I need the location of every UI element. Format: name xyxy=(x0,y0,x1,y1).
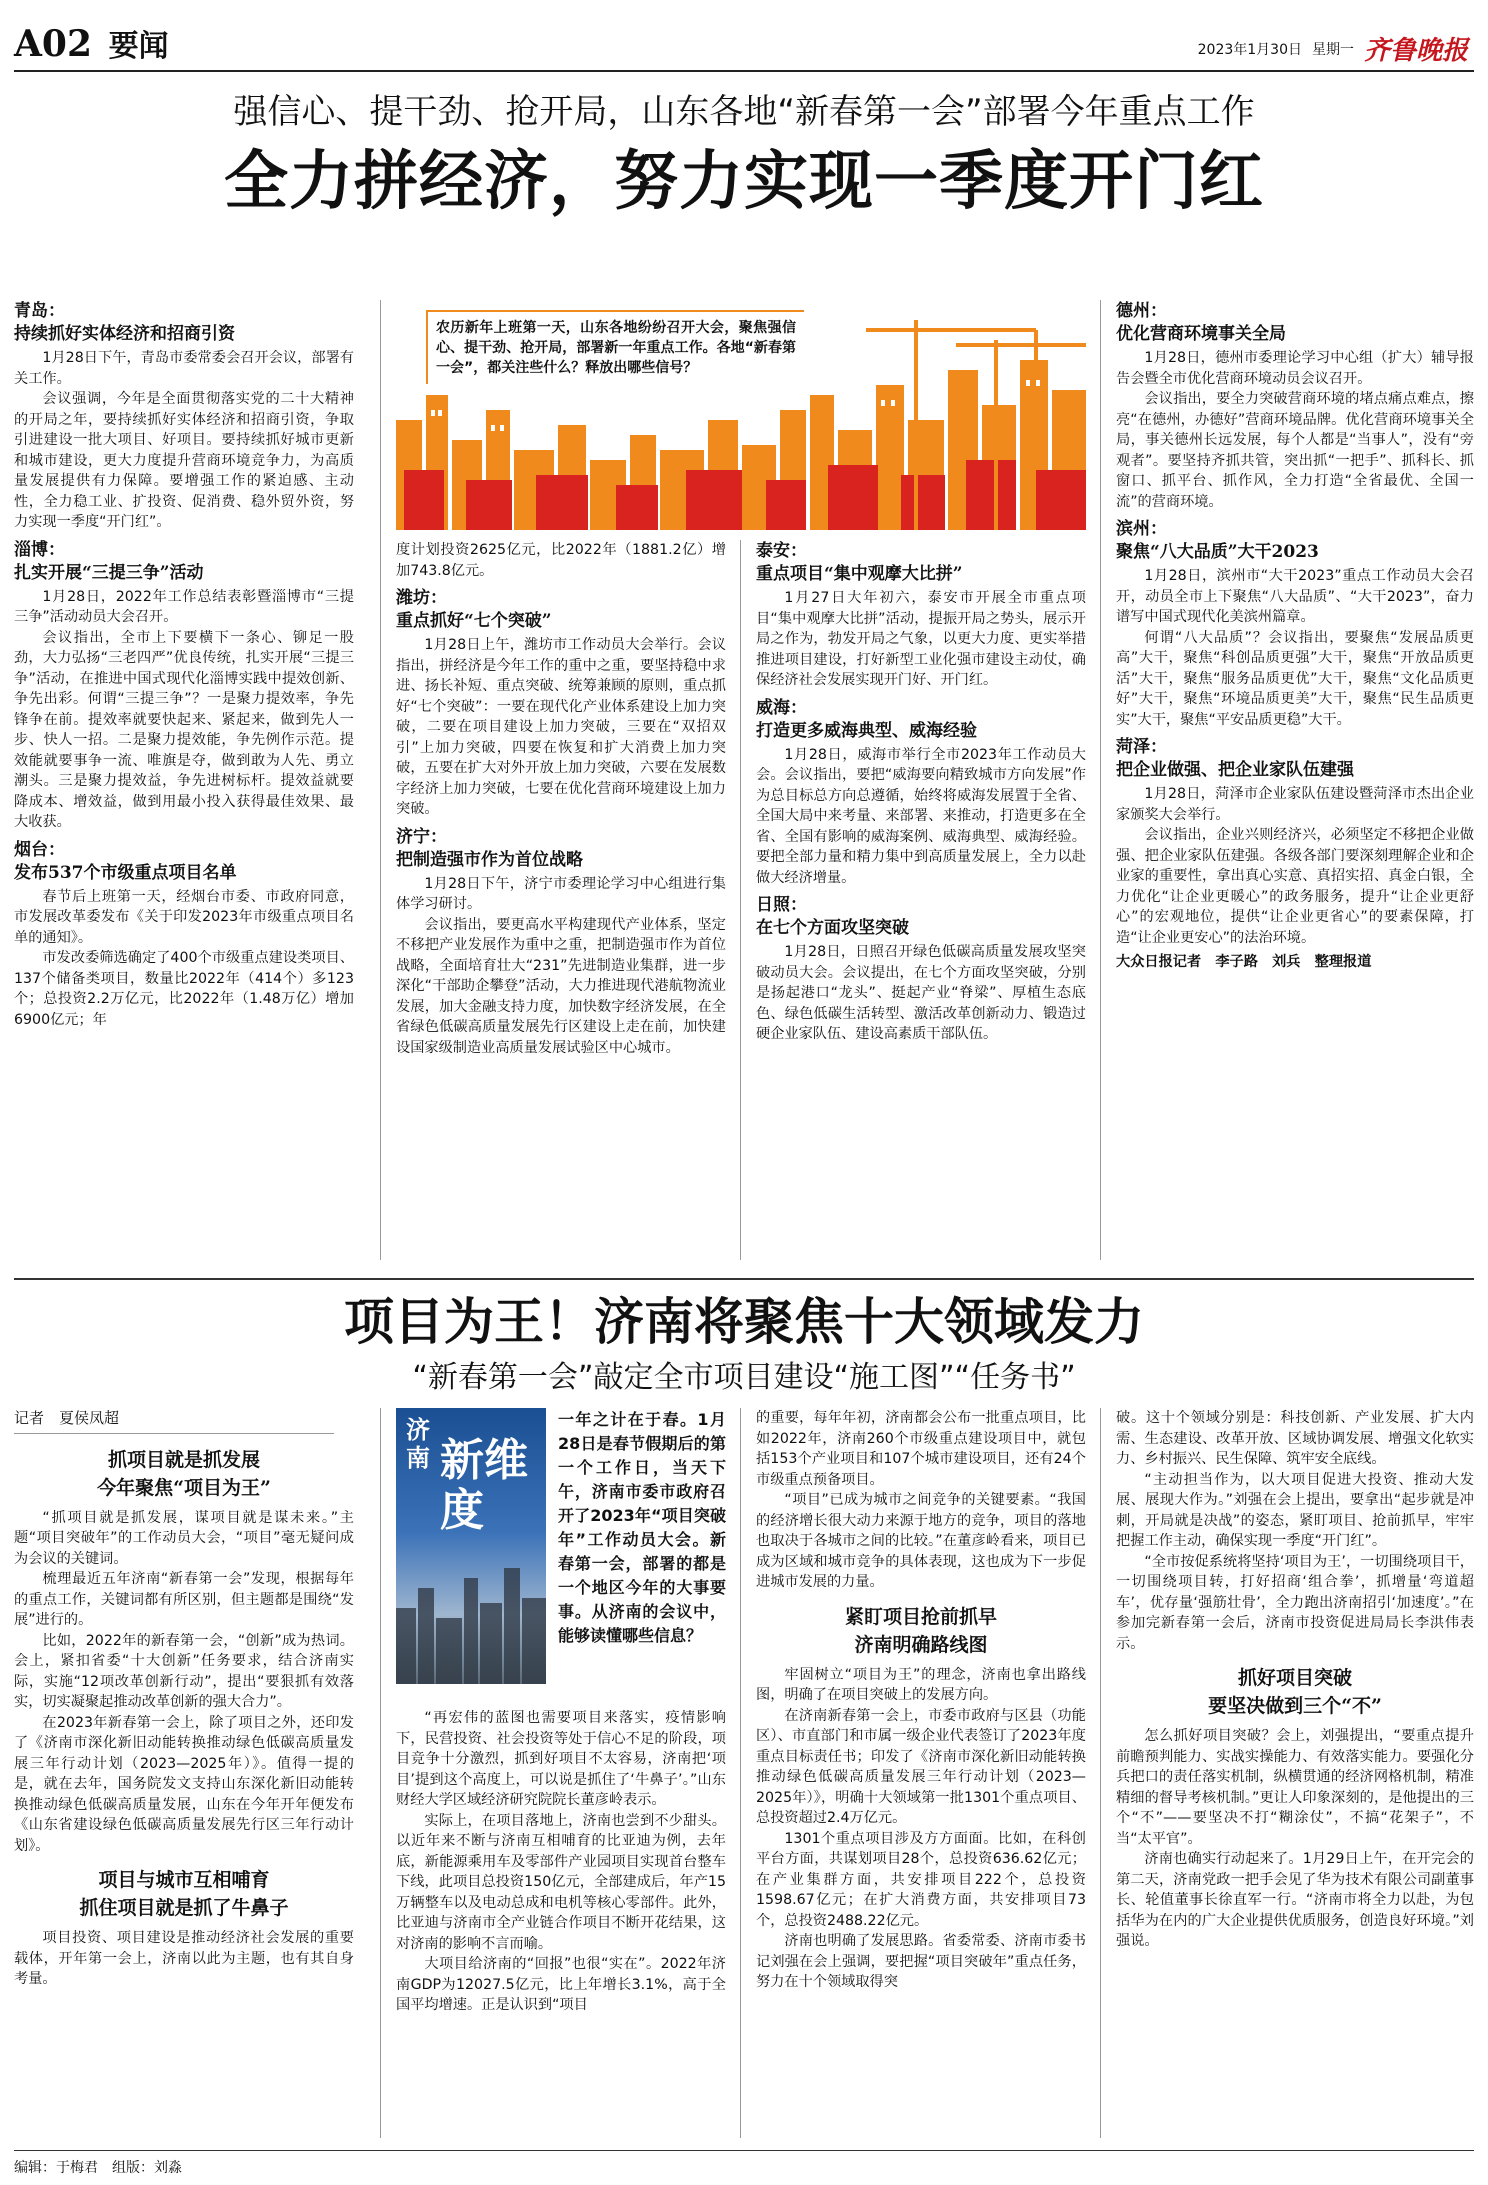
city-label: 滨州： xyxy=(1116,519,1167,539)
city-label: 泰安： xyxy=(756,541,807,561)
section-title: 抓好项目突破 要坚决做到三个“不” xyxy=(1208,1667,1382,1717)
story2-intro: 一年之计在于春。1月28日是春节假期后的第一个工作日，当天下午，济南市委市政府召开了2023年“项目突破年”工作动员大会。新春第一会，部署的都是一个地区今年的大事要事。从济南的会议中，能够读懂哪些信息？ xyxy=(558,1410,726,1645)
block-weihai xyxy=(756,697,1086,889)
issue-weekday: 星期一 xyxy=(1311,41,1354,58)
story2-col-b xyxy=(396,1408,726,2143)
column-badge xyxy=(396,1408,546,1684)
paragraph: “项目”已成为城市之间竞争的关键要素。“我国的经济增长很大动力来源于地方的竞争，项目的落地也取决于各城市之间的比较。”在董彦岭看来，项目已成为区域和城市竞争的具体表现，这也成为下一步促进城市发展的力量。 xyxy=(756,1492,1086,1590)
story2-subhead: “新春第一会”敲定全市项目建设“施工图”“任务书” xyxy=(412,1360,1076,1395)
paragraph: 何谓“八大品质”？会议指出，要聚焦“发展品质更高”大干，聚焦“科创品质更强”大干，聚焦“开放品质更活”大干，聚焦“服务品质更优”大干，聚焦“文化品质更好”大干，聚焦“环境品质更美”大干，聚焦“民生品质更实”大干，聚焦“平安品质更稳”大干。 xyxy=(1116,629,1474,728)
paragraph: 1月28日，德州市委理论学习中心组（扩大）辅导报告会暨全市优化营商环境动员会议召开。 xyxy=(1116,350,1474,387)
paragraph: 1301个重点项目涉及方方面面。比如，在科创平台方面，共谋划项目28个，总投资636.62亿元；在产业集群方面，共安排项目222个，总投资1598.67亿元；在扩大消费方面，共安排项目73个，总投资2488.22亿元。 xyxy=(756,1830,1086,1929)
block-title: 重点抓好“七个突破” xyxy=(396,611,552,631)
paragraph: 破。这十个领域分别是：科技创新、产业发展、扩大内需、生态建设、改革开放、区域协调发展、增强文化软实力、乡村振兴、民生保障、筑牢安全底线。 xyxy=(1116,1410,1474,1467)
block-heze xyxy=(1116,736,1474,948)
paragraph: 济南也明确了发展思路。省委常委、济南市委书记刘强在会上强调，要把握“项目突破年”重点任务，努力在十个领域取得突 xyxy=(756,1933,1086,1990)
paragraph: 度计划投资2625亿元，比2022年（1881.2亿）增加743.8亿元。 xyxy=(396,542,726,579)
paragraph: 会议强调，今年是全面贯彻落实党的二十大精神的开局之年，要持续抓好实体经济和招商引资，争取引进建设一批大项目、好项目。要持续抓好城市更新和城市建设，更大力度提升营商环境竞争力，为高质量发展提供有力保障。要增强工作的紧迫感、主动性，全力稳工业、扩投资、促消费、稳外贸外资，努力实现一季度“开门红”。 xyxy=(14,391,354,530)
page-number: A02 xyxy=(14,23,93,65)
block-title: 把企业做强、把企业家队伍建强 xyxy=(1116,760,1354,780)
paragraph: 在2023年新春第一会上，除了项目之外，还印发了《济南市深化新旧动能转换推动绿色低碳高质量发展三年行动计划（2023—2025年）》。值得一提的是，就在去年，国务院发文支持山东深化新旧动能转换推动绿色低碳高质量发展，山东在今年开年便发布《山东省建设绿色低碳高质量发展先行区三年行动计划》。 xyxy=(14,1714,354,1854)
story2-headline: 项目为王！济南将聚焦十大领域发力 xyxy=(344,1292,1144,1351)
block-title: 优化营商环境事关全局 xyxy=(1116,324,1286,344)
reporter-byline: 记者 夏侯凤超 xyxy=(14,1408,334,1434)
block-title: 聚焦“八大品质”大干2023 xyxy=(1116,542,1319,562)
footer-rule xyxy=(14,2150,1474,2151)
page-code xyxy=(14,22,169,69)
story1-col-3 xyxy=(756,540,1086,1270)
story2-col-a xyxy=(14,1408,354,2143)
paragraph: 会议指出，全市上下要横下一条心、铆足一股劲，大力弘扬“三老四严”优良传统，扎实开展“三提三争”活动，在推进中国式现代化淄博实践中提效创新、争先出彩。何谓“三提三争”？一是聚力提效率，争先锋争在前。提效率就要快起来、紧起来，做到先人一步、快人一招。二是聚力提效能，争先例作示范。提效能就要事争一流、唯旗是夺，做到敢为人先、勇立潮头。三是聚力提效益，争先进树标杆。提效益就要降成本、增效益，做到用最小投入获得最佳效果、最大收获。 xyxy=(14,629,354,830)
block-dezhou xyxy=(1116,300,1474,512)
block-jining xyxy=(396,826,726,1059)
paragraph: 怎么抓好项目突破？会上，刘强提出，“要重点提升前瞻预判能力、实战实操能力、有效落实能力。要强化分兵把口的责任落实机制，纵横贯通的经济网格机制，精准精细的督导考核机制。”更让人印象深刻的，是他提出的三个“不”——要坚决不打“糊涂仗”，不搞“花架子”，不当“太平官”。 xyxy=(1116,1728,1474,1847)
story1-byline: 大众日报记者 李子路 刘兵 整理报道 xyxy=(1116,954,1372,970)
block-qingdao xyxy=(14,300,354,533)
paragraph: 济南也确实行动起来了。1月29日上午，在开完会的第二天，济南党政一把手会见了华为技术有限公司副董事长、轮值董事长徐直军一行。“济南市将全力以赴，为包括华为在内的广大企业提供优质服务，创造良好环境。”刘强说。 xyxy=(1116,1851,1474,1949)
block-title: 重点项目“集中观摩大比拼” xyxy=(756,564,963,584)
paragraph: 梳理最近五年济南“新春第一会”发现，根据每年的重点工作，关键词都有所区别，但主题都是围绕“发展”进行的。 xyxy=(14,1571,354,1628)
section-name: 要闻 xyxy=(108,29,169,64)
city-label: 淄博： xyxy=(14,539,65,560)
badge-title: 新维度 xyxy=(440,1435,528,1536)
story2-col-b-body xyxy=(396,1708,726,2016)
paragraph: 会议指出，要全力突破营商环境的堵点痛点难点，擦亮“在德州，办德好”营商环境品牌。优化营商环境事关全局，事关德州长远发展，每个人都是“当事人”，没有“旁观者”。要坚持齐抓共管，突出抓“一把手”、抓科长、抓窗口、抓平台、抓作风，全力打造“全省最优、全国一流”的营商环境。 xyxy=(1116,391,1474,510)
column-rule xyxy=(380,1408,381,2138)
city-label: 菏泽： xyxy=(1116,737,1167,757)
story1-col-2 xyxy=(396,540,726,1270)
header-date-block xyxy=(1198,30,1468,67)
block-yantai xyxy=(14,839,354,1031)
paragraph: 1月28日下午，济宁市委理论学习中心组进行集体学习研讨。 xyxy=(396,875,726,912)
paragraph: 实际上，在项目落地上，济南也尝到不少甜头。以近年来不断与济南互相哺育的比亚迪为例，去年底，新能源乘用车及零部件产业园项目实现首台整车下线，此项目总投资150亿元，全部建成后，年产15万辆整车以及电动总成和电机等核心零部件。此外，比亚迪与济南市全产业链合作项目不断开花结果，这对济南的影响不言而喻。 xyxy=(396,1812,726,1952)
column-rule xyxy=(1100,1408,1101,2138)
story1-lead-graphic xyxy=(396,300,1086,530)
paragraph: 市发改委筛选确定了400个市级重点建设类项目、137个储备类项目，数量比2022年（414个）多123个；总投资2.2万亿元，比2022年（1.48万亿）增加6900亿元；年 xyxy=(14,950,354,1028)
block-title: 发布537个市级重点项目名单 xyxy=(14,862,237,883)
story2-col-d xyxy=(1116,1408,1474,2143)
column-rule xyxy=(380,300,381,1260)
section-title: 紧盯项目抢前抓早 济南明确路线图 xyxy=(844,1605,997,1656)
paragraph: 在济南新春第一会上，市委市政府与区县（功能区）、市直部门和市属一级企业代表签订了2023年度重点目标责任书；印发了《济南市深化新旧动能转换推动绿色低碳高质量发展三年行动计划（2023—2025年）》，明确十大领域第一批1301个重点项目、总投资超过2.4万亿元。 xyxy=(756,1707,1086,1826)
paragraph: 1月28日，滨州市“大干2023”重点工作动员大会召开，动员全市上下聚焦“八大品质”、“大干2023”，奋力谱写中国式现代化美滨州篇章。 xyxy=(1116,568,1474,625)
badge-city: 济南 xyxy=(406,1416,430,1472)
block-title: 打造更多威海典型、威海经验 xyxy=(756,720,977,741)
paragraph: 1月28日，威海市举行全市2023年工作动员大会。会议指出，要把“威海要向精致城市方向发展”作为总目标总方向总遵循，始终将威海发展置于全省、全国大局中来考量、来部署、来推动，打造更多在全省、全国有影响的威海案例、威海典型、威海经验。要把全部力量和精力集中到高质量发展上，全力以赴做大经济增量。 xyxy=(756,746,1086,886)
story2-col-c xyxy=(756,1408,1086,2143)
paragraph: “全市按促系统将坚持‘项目为王’，一切围绕项目干，一切围绕项目转，打好招商‘组合拳’，抓增量‘弯道超车’，优存量‘强筋壮骨’，全力跑出济南招引‘加速度’。”在参加完新春第一会后，济南市投资促进局局长李洪伟表示。 xyxy=(1116,1553,1474,1652)
block-title: 把制造强市作为首位战略 xyxy=(396,849,583,870)
city-label: 烟台： xyxy=(14,839,65,860)
city-label: 青岛： xyxy=(14,301,65,321)
story1-col-4 xyxy=(1116,300,1474,1270)
column-rule xyxy=(740,540,741,1260)
paragraph: 1月28日下午，青岛市委常委会召开会议，部署有关工作。 xyxy=(14,350,354,387)
paragraph: 大项目给济南的“回报”也很“实在”。2022年济南GDP为12027.5亿元，比上年增长3.1%，高于全国平均增速。正是认识到“项目 xyxy=(396,1956,726,2013)
block-title: 扎实开展“三提三争”活动 xyxy=(14,562,204,583)
story1-lead: 农历新年上班第一天，山东各地纷纷召开大会，聚焦强信心、提干劲、抢开局，部署新一年重点工作。各地“新春第一会”，都关注些什么？释放出哪些信号？ xyxy=(436,320,796,376)
block-title: 持续抓好实体经济和招商引资 xyxy=(14,324,235,344)
block-binzhou xyxy=(1116,518,1474,730)
city-label: 德州： xyxy=(1116,301,1167,321)
paragraph: 牢固树立“项目为王”的理念，济南也拿出路线图，明确了在项目突破上的发展方向。 xyxy=(756,1666,1086,1703)
section-title: 项目与城市互相哺育 抓住项目就是抓了牛鼻子 xyxy=(79,1869,289,1919)
lead-text-box xyxy=(426,310,804,384)
paragraph: 会议指出，要更高水平构建现代产业体系，坚定不移把产业发展作为重中之重，把制造强市作为首位战略，全面培育壮大“231”先进制造业集群，进一步深化“干部助企攀登”活动，大力推进现代港航物流业发展，加大金融支持力度，加快数字经济发展，在全省绿色低碳高质量发展先行区建设上走在前，加快建设国家级制造业高质量发展试验区中心城市。 xyxy=(396,916,726,1056)
block-rizhao xyxy=(756,894,1086,1045)
paragraph: 比如，2022年的新春第一会，“创新”成为热词。会上，紧扣省委“十大创新”任务要求，结合济南实际，实施“12项改革创新行动”，提出“要狠抓有效落实，切实凝聚起推动改革创新的强大合力”。 xyxy=(14,1632,354,1710)
paper-logo: 齐鲁晚报 xyxy=(1363,36,1468,66)
paragraph: “主动担当作为，以大项目促进大投资、推动大发展、展现大作为。”刘强在会上提出，要拿出“起步就是冲刺，开局就是决战”的姿态，紧盯项目、抢前抓早，牢牢把握工作主动，确保实现一季度“开门红”。 xyxy=(1116,1471,1474,1549)
issue-date: 2023年1月30日 xyxy=(1197,41,1302,58)
paragraph: 1月28日，菏泽市企业家队伍建设暨菏泽市杰出企业家颁奖大会举行。 xyxy=(1116,786,1474,823)
column-rule xyxy=(740,1408,741,2138)
paragraph: 会议指出，企业兴则经济兴，必须坚定不移把企业做强、把企业家队伍建强。各级各部门要深刻理解企业和企业家的重要性，拿出真心实意、真招实招、真金白银，全力优化“让企业更暖心”的政务服务，提升“让企业更舒心”的宏观地位，提供“让企业更省心”的要素保障，打造“让企业更安心”的法治环境。 xyxy=(1116,827,1474,946)
block-zibo xyxy=(14,539,354,833)
story-divider xyxy=(14,1278,1474,1280)
paragraph: “抓项目就是抓发展，谋项目就是谋未来。”主题“项目突破年”的工作动员大会，“项目”毫无疑问成为会议的关键词。 xyxy=(14,1509,354,1567)
column-rule xyxy=(1100,300,1101,1260)
paragraph: 项目投资、项目建设是推动经济社会发展的重要载体，开年第一会上，济南以此为主题，也有其自身考量。 xyxy=(14,1930,354,1987)
city-label: 潍坊： xyxy=(396,588,447,608)
section-title: 抓项目就是抓发展 今年聚焦“项目为王” xyxy=(97,1448,271,1499)
block-taian xyxy=(756,540,1086,691)
block-title: 在七个方面攻坚突破 xyxy=(756,918,909,938)
story1-col-1 xyxy=(14,300,354,1270)
paragraph: 1月28日上午，潍坊市工作动员大会举行。会议指出，拼经济是今年工作的重中之重，要坚持稳中求进、扬长补短、重点突破、统筹兼顾的原则，重点抓好“七个突破”：一要在现代化产业体系建设上加力突破，二要在项目建设上加力突破，三要在“双招双引”上加力突破，四要在恢复和扩大消费上加力突破，五要在扩大对外开放上加力突破，六要在发展数字经济上加力突破，七要在优化营商环境建设上加力突破。 xyxy=(396,637,726,817)
paragraph: “再宏伟的蓝图也需要项目来落实，疫情影响下，民营投资、社会投资等处于信心不足的阶段，项目竞争十分激烈，抓到好项目不太容易，济南把‘项目’提到这个高度上，可以说是抓住了‘牛鼻子’。”山东财经大学区域经济研究院院长董彦岭表示。 xyxy=(396,1710,726,1808)
paragraph: 1月28日，2022年工作总结表彰暨淄博市“三提三争”活动动员大会召开。 xyxy=(14,588,354,625)
block-weifang xyxy=(396,587,726,820)
city-label: 日照： xyxy=(756,895,807,915)
city-label: 济宁： xyxy=(396,826,447,847)
paragraph: 1月28日，日照召开绿色低碳高质量发展攻坚突破动员大会。会议提出，在七个方面攻坚突破，分别是扬起港口“龙头”、挺起产业“脊梁”、厚植生态底色、绿色低碳生活转型、激活改革创新动力、锻造过硬企业家队伍、建设高素质干部队伍。 xyxy=(756,944,1086,1042)
story1-kicker: 强信心、提干劲、抢开局，山东各地“新春第一会”部署今年重点工作 xyxy=(233,92,1255,132)
city-label: 威海： xyxy=(756,697,807,718)
paragraph: 的重要，每年年初，济南都会公布一批重点项目，比如2022年，济南260个市级重点建设项目中，就包括153个产业项目和107个城市建设项目，还有24个市级重点预备项目。 xyxy=(756,1410,1086,1488)
paragraph: 春节后上班第一天，经烟台市委、市政府同意，市发展改革委发布《关于印发2023年市级重点项目名单的通知》。 xyxy=(14,888,354,946)
footer-credits: 编辑：于梅君 组版：刘淼 xyxy=(14,2160,182,2176)
story1-headline: 全力拼经济，努力实现一季度开门红 xyxy=(224,144,1264,219)
paragraph: 1月27日大年初六，泰安市开展全市重点项目“集中观摩大比拼”活动，提振开局之势头，展示开局之作为，勃发开局之气象，以更大力度、更实举措推进项目建设，打好新型工业化强市建设主动仗，确保经济社会发展实现开门好、开门红。 xyxy=(756,590,1086,688)
header-rule xyxy=(14,70,1474,72)
